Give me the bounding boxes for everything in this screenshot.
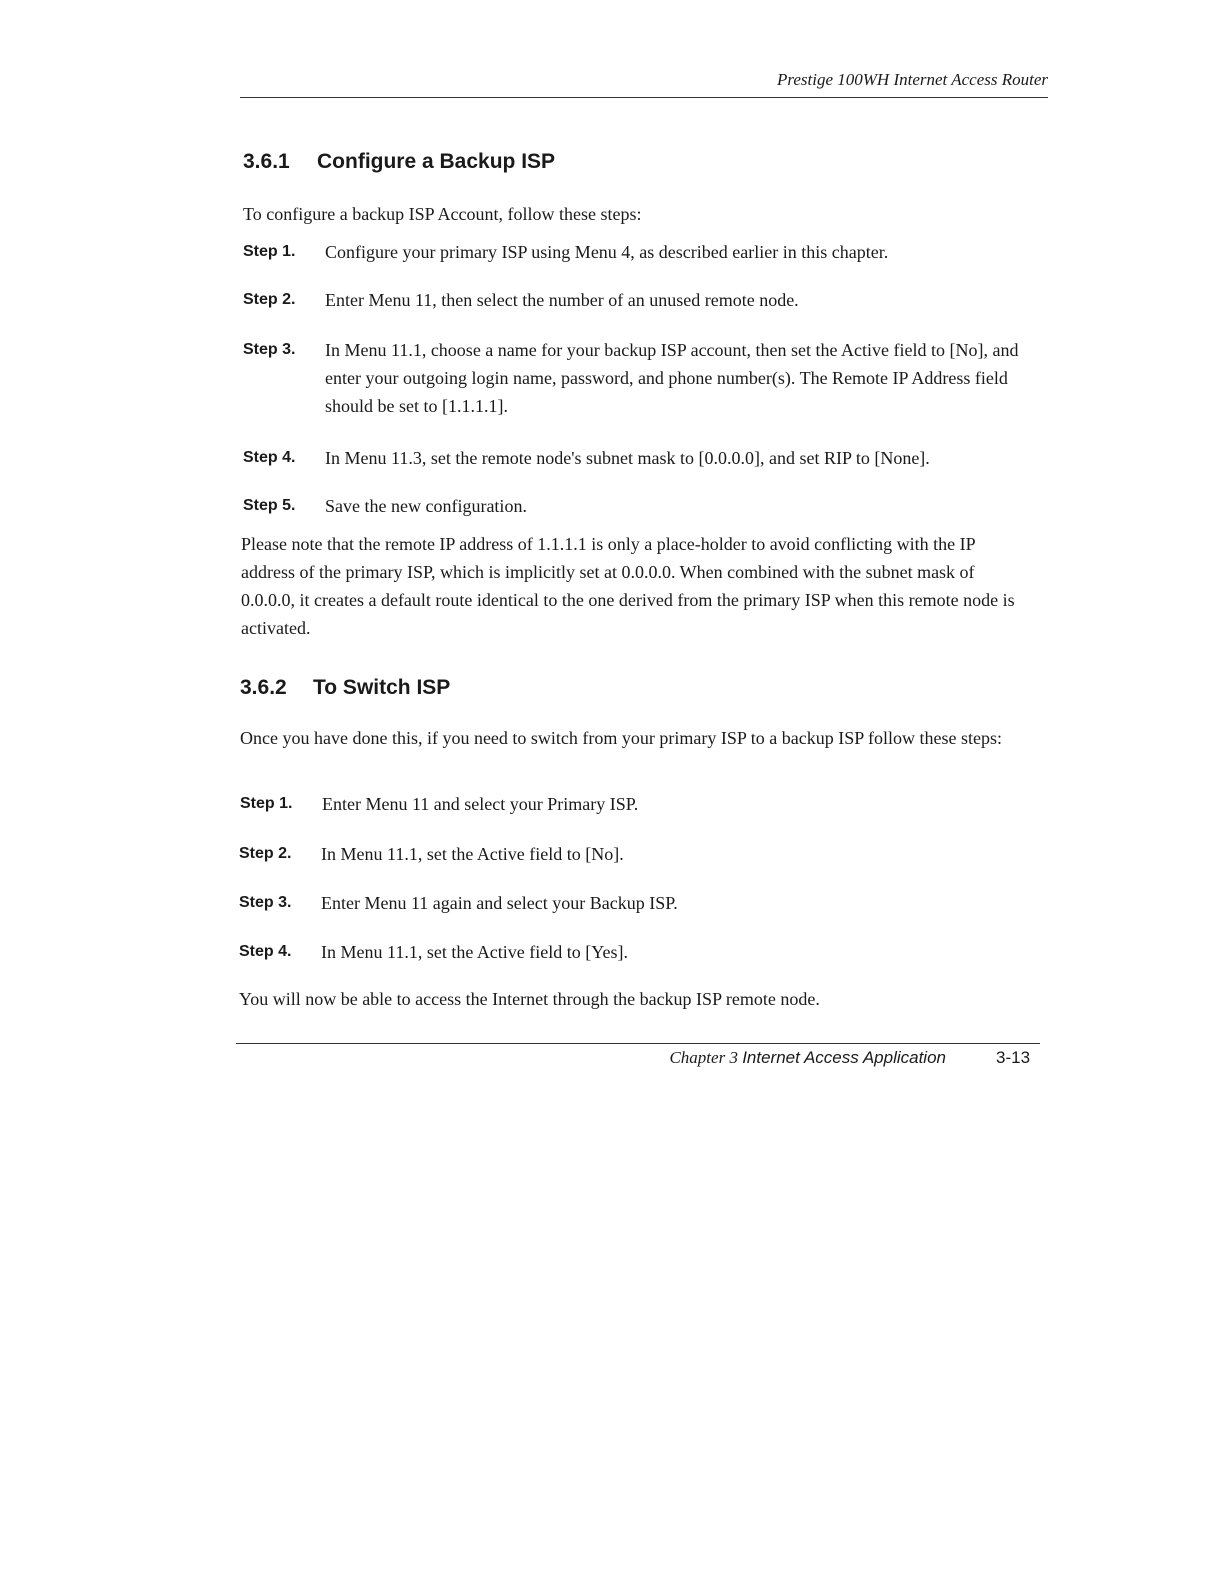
step-text: Configure your primary ISP using Menu 4, as described earlier in this chapter. xyxy=(325,242,889,262)
list-item xyxy=(239,840,1021,868)
section-number: 3.6.1 xyxy=(243,150,290,173)
step-text: In Menu 11.1, set the Active field to [Yes]. xyxy=(321,942,628,962)
section-number: 3.6.2 xyxy=(240,676,287,699)
list-item xyxy=(243,492,1025,520)
intro-paragraph: To configure a backup ISP Account, follow these steps: xyxy=(243,204,642,224)
closing-paragraph: You will now be able to access the Internet through the backup ISP remote node. xyxy=(239,989,820,1009)
step-text: Save the new configuration. xyxy=(325,496,527,516)
section-heading-switch-isp xyxy=(240,676,450,700)
step-label: Step 4. xyxy=(239,943,292,960)
step-label: Step 3. xyxy=(239,894,292,911)
footer-chapter-title: Internet Access Application xyxy=(742,1048,946,1067)
list-item xyxy=(243,336,1025,420)
step-label: Step 1. xyxy=(240,795,293,812)
footer-chapter xyxy=(620,1048,946,1068)
step-text: In Menu 11.1, choose a name for your backup ISP account, then set the Active field to [No], and enter your outgoing login name, password, and phone number(s). The Remote IP Address field should be set to [1.1.1.1]. xyxy=(325,340,1019,416)
step-label: Step 2. xyxy=(243,291,296,308)
footer-chapter-word: Chapter 3 xyxy=(669,1048,738,1067)
step-text: Enter Menu 11 again and select your Backup ISP. xyxy=(321,893,678,913)
list-item xyxy=(243,238,1025,266)
section-title: Configure a Backup ISP xyxy=(317,150,556,173)
list-item xyxy=(239,938,1021,966)
note-paragraph: Please note that the remote IP address of 1.1.1.1 is only a place-holder to avoid conflicting with the IP address of the primary ISP, which is implicitly set at 0.0.0.0. When combined with the subnet mask of 0.0.0.0, it creates a default route identical to the one derived from the primary ISP when this remote node is activated. xyxy=(241,534,1015,638)
step-label: Step 5. xyxy=(243,497,296,514)
list-item xyxy=(243,286,1025,314)
list-item xyxy=(243,444,1025,472)
step-label: Step 4. xyxy=(243,449,296,466)
running-header: Prestige 100WH Internet Access Router xyxy=(777,70,1048,89)
step-text: Enter Menu 11, then select the number of an unused remote node. xyxy=(325,290,799,310)
list-item xyxy=(239,889,1021,917)
step-text: In Menu 11.1, set the Active field to [No]. xyxy=(321,844,624,864)
step-text: Enter Menu 11 and select your Primary ISP. xyxy=(322,794,639,814)
step-label: Step 1. xyxy=(243,243,296,260)
header-rule xyxy=(240,97,1048,98)
section-heading-backup-isp xyxy=(243,150,555,174)
list-item xyxy=(240,790,1022,818)
step-label: Step 2. xyxy=(239,845,292,862)
footer-rule xyxy=(236,1043,1040,1044)
step-label: Step 3. xyxy=(243,341,296,358)
step-text: In Menu 11.3, set the remote node's subnet mask to [0.0.0.0], and set RIP to [None]. xyxy=(325,448,930,468)
section-title: To Switch ISP xyxy=(313,676,451,699)
intro-paragraph: Once you have done this, if you need to switch from your primary ISP to a backup ISP follow these steps: xyxy=(240,728,1003,748)
page-number: 3-13 xyxy=(996,1048,1031,1067)
